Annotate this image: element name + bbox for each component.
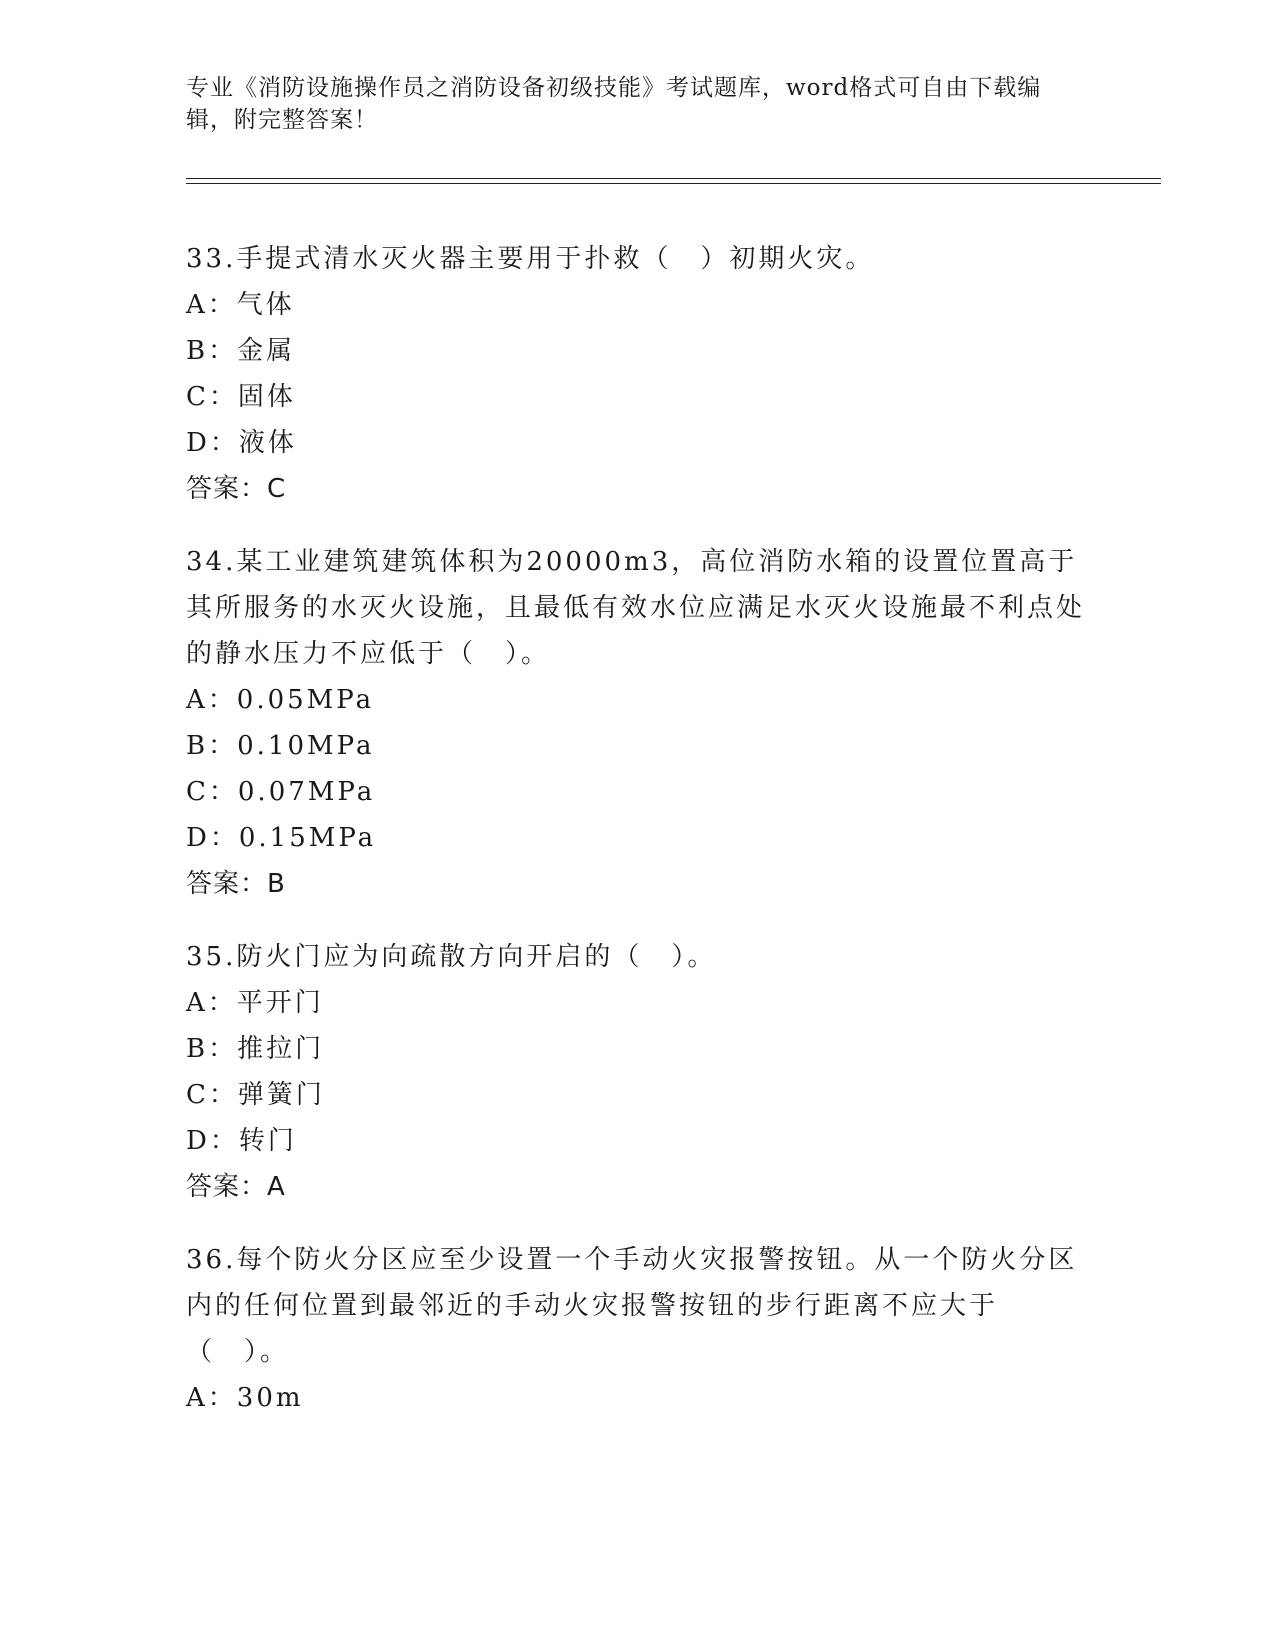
- option-c: C：0.07MPa: [186, 777, 376, 807]
- question-text: 36.每个防火分区应至少设置一个手动火灾报警按钮。从一个防火分区内的任何位置到最邻近的手动火灾报警按钮的步行距离不应大于（ ）。: [186, 1245, 1078, 1367]
- option-d: D：转门: [186, 1126, 297, 1156]
- option-d: D：液体: [186, 428, 297, 458]
- question-34: [186, 539, 1086, 907]
- option-a: A：30m: [186, 1383, 304, 1413]
- question-33: [186, 236, 1086, 512]
- question-35: [186, 934, 1086, 1210]
- document-header: 专业《消防设施操作员之消防设备初级技能》考试题库，word格式可自由下载编辑，附完整答案！: [186, 75, 1042, 133]
- option-a: A：平开门: [186, 988, 324, 1018]
- answer-label: 答案：C: [186, 474, 287, 504]
- option-b: B：0.10MPa: [186, 731, 375, 761]
- option-b: B：推拉门: [186, 1034, 325, 1064]
- question-text: 35.防火门应为向疏散方向开启的（ ）。: [186, 942, 717, 972]
- question-text: 33.手提式清水灭火器主要用于扑救（ ）初期火灾。: [186, 244, 875, 274]
- question-text: 34.某工业建筑建筑体积为20000m3，高位消防水箱的设置位置高于其所服务的水灭火设施，且最低有效水位应满足水灭火设施最不利点处的静水压力不应低于（ ）。: [186, 547, 1086, 669]
- header-divider-top: [186, 178, 1161, 179]
- option-d: D：0.15MPa: [186, 823, 377, 853]
- answer-label: 答案：A: [186, 1172, 286, 1202]
- answer-label: 答案：B: [186, 869, 286, 899]
- question-36: [186, 1237, 1086, 1421]
- question-list: [186, 236, 1086, 1448]
- option-a: A：0.05MPa: [186, 685, 375, 715]
- option-c: C：固体: [186, 382, 296, 412]
- header-divider-bottom: [186, 183, 1161, 184]
- option-c: C：弹簧门: [186, 1080, 325, 1110]
- option-a: A：气体: [186, 290, 295, 320]
- option-b: B：金属: [186, 336, 296, 366]
